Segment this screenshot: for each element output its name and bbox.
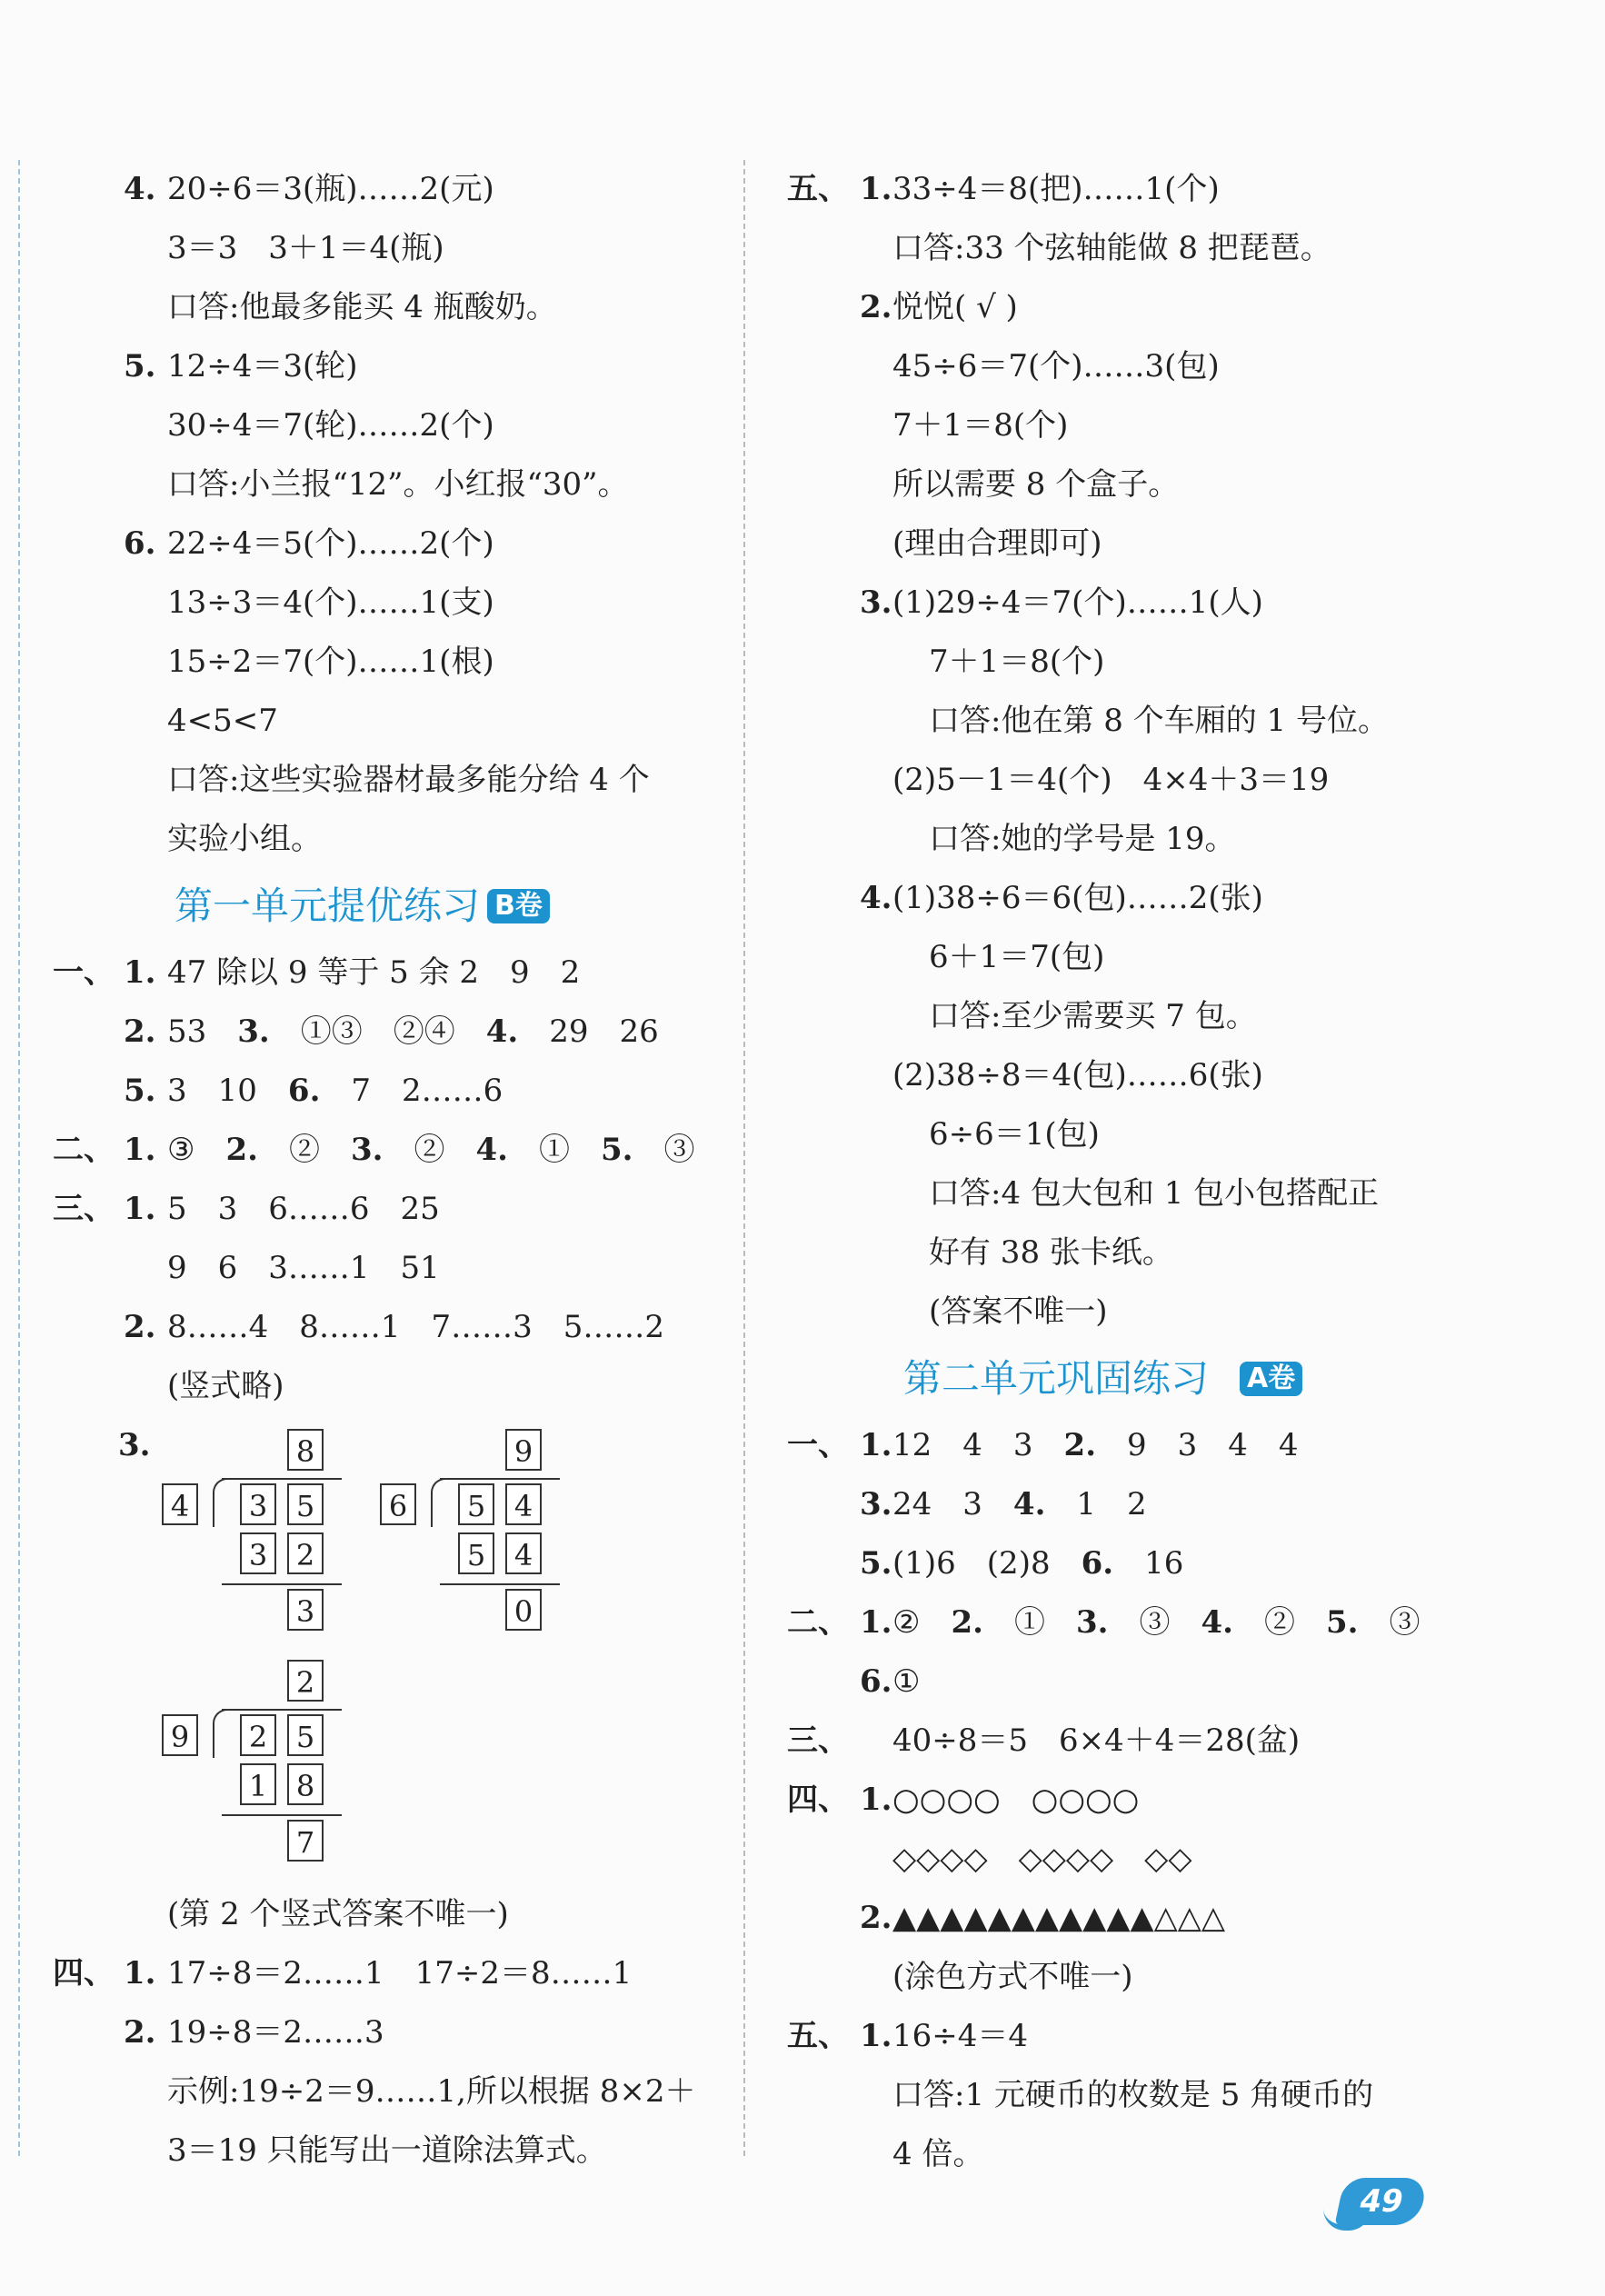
question-label: 1. — [860, 1604, 892, 1641]
answer-text: ② 2. ① 3. ③ 4. ② 5. ③ — [892, 1604, 1421, 1641]
question-label: 2. — [860, 1900, 892, 1936]
question-label: 2. — [860, 289, 892, 325]
long-division-row-2 — [53, 1660, 725, 1885]
answer-text: (答案不唯一) — [929, 1293, 1108, 1330]
question-label: 1. — [124, 1191, 156, 1227]
answer-line — [53, 278, 725, 337]
section-title-text: 第一单元提优练习 — [174, 883, 481, 928]
division-bracket — [213, 1709, 231, 1758]
section-number: 四、 — [787, 1782, 849, 1818]
answer-line — [53, 1121, 725, 1180]
answer-text: 3 10 6. 7 2……6 — [167, 1073, 503, 1109]
answer-text: 24 3 4. 1 2 — [892, 1486, 1147, 1522]
answer-line — [53, 1298, 725, 1357]
subtraction-line — [440, 1583, 560, 1585]
answer-line — [787, 1475, 1550, 1534]
division-top-line — [222, 1709, 342, 1711]
question-label: 5. — [860, 1545, 892, 1582]
answer-text: (第 2 个竖式答案不唯一) — [167, 1896, 509, 1932]
answer-line — [787, 692, 1550, 751]
answer-text: 口答:他在第 8 个车厢的 1 号位。 — [929, 703, 1389, 739]
answer-text: 口答:她的学号是 19。 — [929, 821, 1236, 857]
answer-line — [787, 396, 1550, 455]
divisor-box: 6 — [380, 1483, 416, 1525]
section-title-text: 第二单元巩固练习 — [903, 1356, 1210, 1401]
answer-text: 口答:33 个弦轴能做 8 把琵琶。 — [892, 230, 1331, 266]
answer-line — [53, 810, 725, 869]
question-label: 4. — [124, 171, 156, 207]
answer-line — [787, 987, 1550, 1046]
question-label: 2. — [124, 2014, 156, 2051]
answer-line — [53, 574, 725, 633]
answer-text: (1)38÷6＝6(包)……2(张) — [892, 880, 1263, 916]
answer-text: 20÷6＝3(瓶)……2(元) — [167, 171, 494, 207]
dividend-digit-box: 5 — [287, 1714, 324, 1756]
answer-text: 口答:至少需要买 7 包。 — [929, 998, 1257, 1034]
answer-line — [787, 160, 1550, 219]
answer-text: 8……4 8……1 7……3 5……2 — [167, 1309, 665, 1345]
answer-line — [787, 455, 1550, 514]
answer-line — [53, 1357, 725, 1416]
answer-line — [787, 1223, 1550, 1283]
question-label: 1. — [860, 1782, 892, 1818]
product-digit-box: 3 — [240, 1532, 276, 1574]
answer-text: 47 除以 9 等于 5 余 2 9 2 — [167, 954, 581, 991]
answer-text: (1)29÷4＝7(个)……1(人) — [892, 584, 1263, 621]
left-column — [53, 160, 725, 2181]
answer-line — [787, 1534, 1550, 1593]
section-number: 三、 — [53, 1191, 115, 1227]
page-number: 49 — [1334, 2178, 1428, 2225]
answer-line — [53, 2003, 725, 2062]
section-number: 五、 — [787, 171, 849, 207]
remainder-box: 0 — [505, 1589, 542, 1631]
answer-line — [787, 2007, 1550, 2066]
answer-line — [787, 928, 1550, 987]
answer-line — [787, 633, 1550, 692]
subtraction-line — [222, 1814, 342, 1816]
answer-line — [53, 1062, 725, 1121]
division-bracket — [431, 1478, 449, 1527]
answer-text: 53 3. ①③ ②④ 4. 29 26 — [167, 1013, 659, 1050]
section-badge: B卷 — [487, 889, 550, 923]
column-divider — [743, 160, 745, 2156]
question-label: 2. — [124, 1309, 156, 1345]
division-bracket — [213, 1478, 231, 1527]
dividend-digit-box: 5 — [458, 1483, 494, 1525]
answer-line — [53, 337, 725, 396]
answer-line — [787, 1046, 1550, 1105]
right-column — [787, 160, 1550, 2184]
answer-text: 12÷4＝3(轮) — [167, 348, 358, 384]
divisor-box: 9 — [162, 1714, 198, 1756]
left-margin-divider — [18, 160, 20, 2156]
answer-line — [787, 1652, 1550, 1712]
question-label: 1. — [124, 954, 156, 991]
answer-text: 口答:1 元硬币的枚数是 5 角硬币的 — [892, 2077, 1374, 2113]
section-title-unit2 — [787, 1342, 1550, 1416]
answer-line — [53, 514, 725, 574]
answer-line — [787, 1830, 1550, 1889]
answer-text: 9 6 3……1 51 — [167, 1250, 440, 1286]
answer-line — [53, 1180, 725, 1239]
division-top-line — [440, 1478, 560, 1480]
answer-text: 4 倍。 — [892, 2136, 984, 2172]
answer-text: 口答:小兰报“12”。小红报“30”。 — [167, 466, 629, 503]
product-digit-box: 2 — [287, 1532, 324, 1574]
answer-line — [787, 1416, 1550, 1475]
answer-text: 3＝3 3＋1＝4(瓶) — [167, 230, 444, 266]
answer-text: 15÷2＝7(个)……1(根) — [167, 644, 494, 680]
answer-text: 30÷4＝7(轮)……2(个) — [167, 407, 494, 444]
question-label: 5. — [124, 1073, 156, 1109]
section-number: 五、 — [787, 2018, 849, 2054]
answer-text: 6＋1＝7(包) — [929, 939, 1105, 975]
answer-text: 22÷4＝5(个)……2(个) — [167, 525, 494, 562]
answer-text: (1)6 (2)8 6. 16 — [892, 1545, 1184, 1582]
question-label: 4. — [860, 880, 892, 916]
section-number: 一、 — [787, 1427, 849, 1463]
answer-text: 7＋1＝8(个) — [892, 407, 1069, 444]
answer-line — [787, 2125, 1550, 2184]
answer-line — [787, 1712, 1550, 1771]
answer-text: (涂色方式不唯一) — [892, 1959, 1133, 1995]
answer-line — [53, 2062, 725, 2121]
question-label: 6. — [124, 525, 156, 562]
answer-line — [53, 1885, 725, 1944]
question-label: 1. — [860, 1427, 892, 1463]
section-badge: A卷 — [1240, 1362, 1302, 1396]
answer-line — [787, 2066, 1550, 2125]
answer-line — [787, 1889, 1550, 1948]
answer-line — [53, 1944, 725, 2003]
quotient-box: 9 — [505, 1429, 542, 1471]
long-division-row-1 — [53, 1416, 725, 1660]
answer-text: 13÷3＝4(个)……1(支) — [167, 584, 494, 621]
answer-line — [53, 943, 725, 1003]
section-number: 二、 — [53, 1132, 115, 1168]
answer-line — [53, 2121, 725, 2181]
answer-text: 6÷6＝1(包) — [929, 1116, 1100, 1153]
section-title-unit1 — [53, 869, 725, 943]
answer-text: (2)5－1＝4(个) 4×4＋3＝19 — [892, 762, 1330, 798]
question-label: 1. — [860, 171, 892, 207]
answer-text: 40÷8＝5 6×4＋4＝28(盆) — [892, 1722, 1301, 1759]
answer-line — [53, 751, 725, 810]
answer-line — [787, 278, 1550, 337]
answer-text: ▲▲▲▲▲▲▲▲▲▲▲△△△ — [892, 1900, 1226, 1936]
dividend-digit-box: 5 — [287, 1483, 324, 1525]
dividend-digit-box: 3 — [240, 1483, 276, 1525]
answer-text: 19÷8＝2……3 — [167, 2014, 384, 2051]
answer-text: ③ 2. ② 3. ② 4. ① 5. ③ — [167, 1132, 695, 1168]
answer-line — [787, 1283, 1550, 1342]
answer-line — [787, 751, 1550, 810]
quotient-box: 2 — [287, 1660, 324, 1702]
answer-text: ◇◇◇◇ ◇◇◇◇ ◇◇ — [892, 1841, 1192, 1877]
answer-line — [787, 1105, 1550, 1164]
answer-text: 16÷4＝4 — [892, 2018, 1029, 2054]
answer-line — [53, 633, 725, 692]
answer-line — [787, 514, 1550, 574]
product-digit-box: 8 — [287, 1763, 324, 1805]
answer-text: 实验小组。 — [167, 821, 322, 857]
answer-text: 所以需要 8 个盒子。 — [892, 466, 1180, 503]
question-label: 2. — [124, 1013, 156, 1050]
answer-text: 悦悦( √ ) — [892, 289, 1018, 325]
section-number: 四、 — [53, 1955, 115, 1992]
answer-line — [787, 810, 1550, 869]
answer-text: 口答:他最多能买 4 瓶酸奶。 — [167, 289, 557, 325]
remainder-box: 7 — [287, 1820, 324, 1862]
answer-line — [787, 219, 1550, 278]
answer-text: (2)38÷8＝4(包)……6(张) — [892, 1057, 1263, 1093]
question-label: 3. — [860, 584, 892, 621]
answer-line — [53, 219, 725, 278]
answer-text: 口答:这些实验器材最多能分给 4 个 — [167, 762, 650, 798]
answer-line — [53, 1003, 725, 1062]
answer-line — [53, 396, 725, 455]
answer-line — [53, 160, 725, 219]
section-number: 二、 — [787, 1604, 849, 1641]
answer-line — [787, 1593, 1550, 1652]
answer-text: 33÷4＝8(把)……1(个) — [892, 171, 1220, 207]
question-label: 1. — [124, 1955, 156, 1992]
section-number: 三、 — [787, 1722, 849, 1759]
answer-line — [787, 337, 1550, 396]
answer-text: 3＝19 只能写出一道除法算式。 — [167, 2132, 607, 2169]
answer-line — [787, 1948, 1550, 2007]
answer-text: ○○○○ ○○○○ — [892, 1782, 1140, 1818]
remainder-box: 3 — [287, 1589, 324, 1631]
question-label: 3. — [860, 1486, 892, 1522]
answer-line — [53, 692, 725, 751]
question-label: 1. — [124, 1132, 156, 1168]
page-number-badge — [1323, 2178, 1429, 2229]
dividend-digit-box: 2 — [240, 1714, 276, 1756]
question-label: 3. — [118, 1427, 151, 1463]
answer-line — [787, 1771, 1550, 1830]
answer-text: 5 3 6……6 25 — [167, 1191, 440, 1227]
answer-text: 45÷6＝7(个)……3(包) — [892, 348, 1220, 384]
answer-text: (竖式略) — [167, 1368, 284, 1404]
dividend-digit-box: 4 — [505, 1483, 542, 1525]
answer-text: 17÷8＝2……1 17÷2＝8……1 — [167, 1955, 633, 1992]
answer-text: 12 4 3 2. 9 3 4 4 — [892, 1427, 1299, 1463]
answer-text: (理由合理即可) — [892, 525, 1102, 562]
quotient-box: 8 — [287, 1429, 324, 1471]
answer-text: 好有 38 张卡纸。 — [929, 1234, 1173, 1271]
product-digit-box: 5 — [458, 1532, 494, 1574]
subtraction-line — [222, 1583, 342, 1585]
answer-text: 口答:4 包大包和 1 包小包搭配正 — [929, 1175, 1380, 1212]
divisor-box: 4 — [162, 1483, 198, 1525]
answer-line — [53, 1239, 725, 1298]
answer-text: 4<5<7 — [167, 703, 278, 739]
division-top-line — [222, 1478, 342, 1480]
answer-text: 7＋1＝8(个) — [929, 644, 1105, 680]
question-label: 5. — [124, 348, 156, 384]
section-number: 一、 — [53, 954, 115, 991]
answer-text: ① — [892, 1663, 921, 1700]
answer-line — [787, 869, 1550, 928]
answer-line — [53, 455, 725, 514]
answer-text: 示例:19÷2＝9……1,所以根据 8×2＋ — [167, 2073, 696, 2110]
answer-line — [787, 574, 1550, 633]
question-label: 1. — [860, 2018, 892, 2054]
product-digit-box: 4 — [505, 1532, 542, 1574]
answer-line — [787, 1164, 1550, 1223]
question-label: 6. — [860, 1663, 892, 1700]
product-digit-box: 1 — [240, 1763, 276, 1805]
